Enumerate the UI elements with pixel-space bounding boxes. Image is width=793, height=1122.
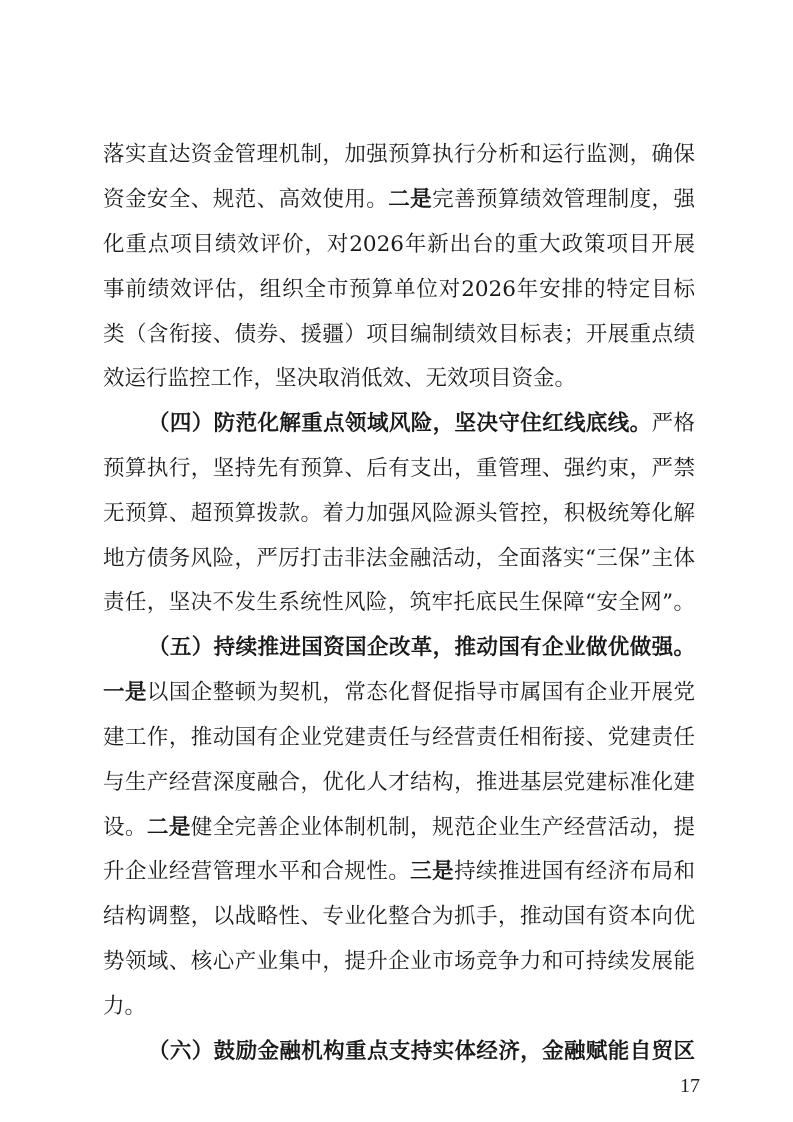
section-heading-line [148, 628, 695, 668]
emphasis-text: 一是 [103, 680, 147, 705]
paragraph-line: 与生产经营深度融合，优化人才结构，推进基层党建标准化建 [103, 770, 695, 795]
paragraph-line: 结构调整，以战略性、专业化整合为抓手，推动国有资本向优 [103, 904, 695, 929]
paragraph-line: 建工作，推动国有企业党建责任与经营责任相衔接、党建责任 [103, 725, 695, 750]
paragraph-line: 无预算、超预算拨款。着力加强风险源头管控，积极统筹化解 [103, 501, 695, 526]
emphasis-text: 三是 [410, 859, 455, 884]
section-heading-line: （四）防范化解重点领域风险，坚决守住红线底线。严格 [148, 411, 695, 436]
page-number: 17 [680, 1075, 700, 1097]
paragraph-line: 升企业经营管理水平和合规性。三是持续推进国有经济布局和 [103, 859, 695, 884]
section-heading: （六）鼓励金融机构重点支持实体经济，金融赋能自贸区 [148, 1039, 695, 1064]
paragraph-line: 地方债务风险，严厉打击非法金融活动，全面落实“三保”主体 [103, 546, 695, 571]
paragraph-line: 责任，坚决不发生系统性风险，筑牢托底民生保障“安全网”。 [103, 590, 695, 615]
paragraph-line: 事前绩效评估，组织全市预算单位对2026年安排的特定目标 [103, 277, 695, 302]
paragraph-line: 类（含衔接、债券、援疆）项目编制绩效目标表；开展重点绩 [103, 322, 695, 347]
section-heading-line [148, 1032, 695, 1072]
paragraph-line: 落实直达资金管理机制，加强预算执行分析和运行监测，确保 [103, 142, 695, 167]
paragraph-line: 力。 [103, 994, 147, 1019]
paragraph-line: 资金安全、规范、高效使用。二是完善预算绩效管理制度，强 [103, 187, 695, 212]
emphasis-text: 二是 [146, 815, 191, 840]
paragraph-line: 化重点项目绩效评价，对2026年新出台的重大政策项目开展 [103, 232, 695, 257]
paragraph-line: 一是以国企整顿为契机，常态化督促指导市属国有企业开展党 [103, 680, 695, 705]
emphasis-text: 二是 [388, 187, 433, 212]
paragraph-line: 势领域、核心产业集中，提升企业市场竞争力和可持续发展能 [103, 949, 695, 974]
paragraph-line: 预算执行，坚持先有预算、后有支出，重管理、强约束，严禁 [103, 456, 695, 481]
section-heading: （四）防范化解重点领域风险，坚决守住红线底线。 [148, 411, 652, 436]
paragraph-line: 设。二是健全完善企业体制机制，规范企业生产经营活动，提 [103, 815, 695, 840]
section-heading: （五）持续推进国资国企改革，推动国有企业做优做强。 [148, 635, 695, 660]
paragraph-line: 效运行监控工作，坚决取消低效、无效项目资金。 [103, 366, 577, 391]
